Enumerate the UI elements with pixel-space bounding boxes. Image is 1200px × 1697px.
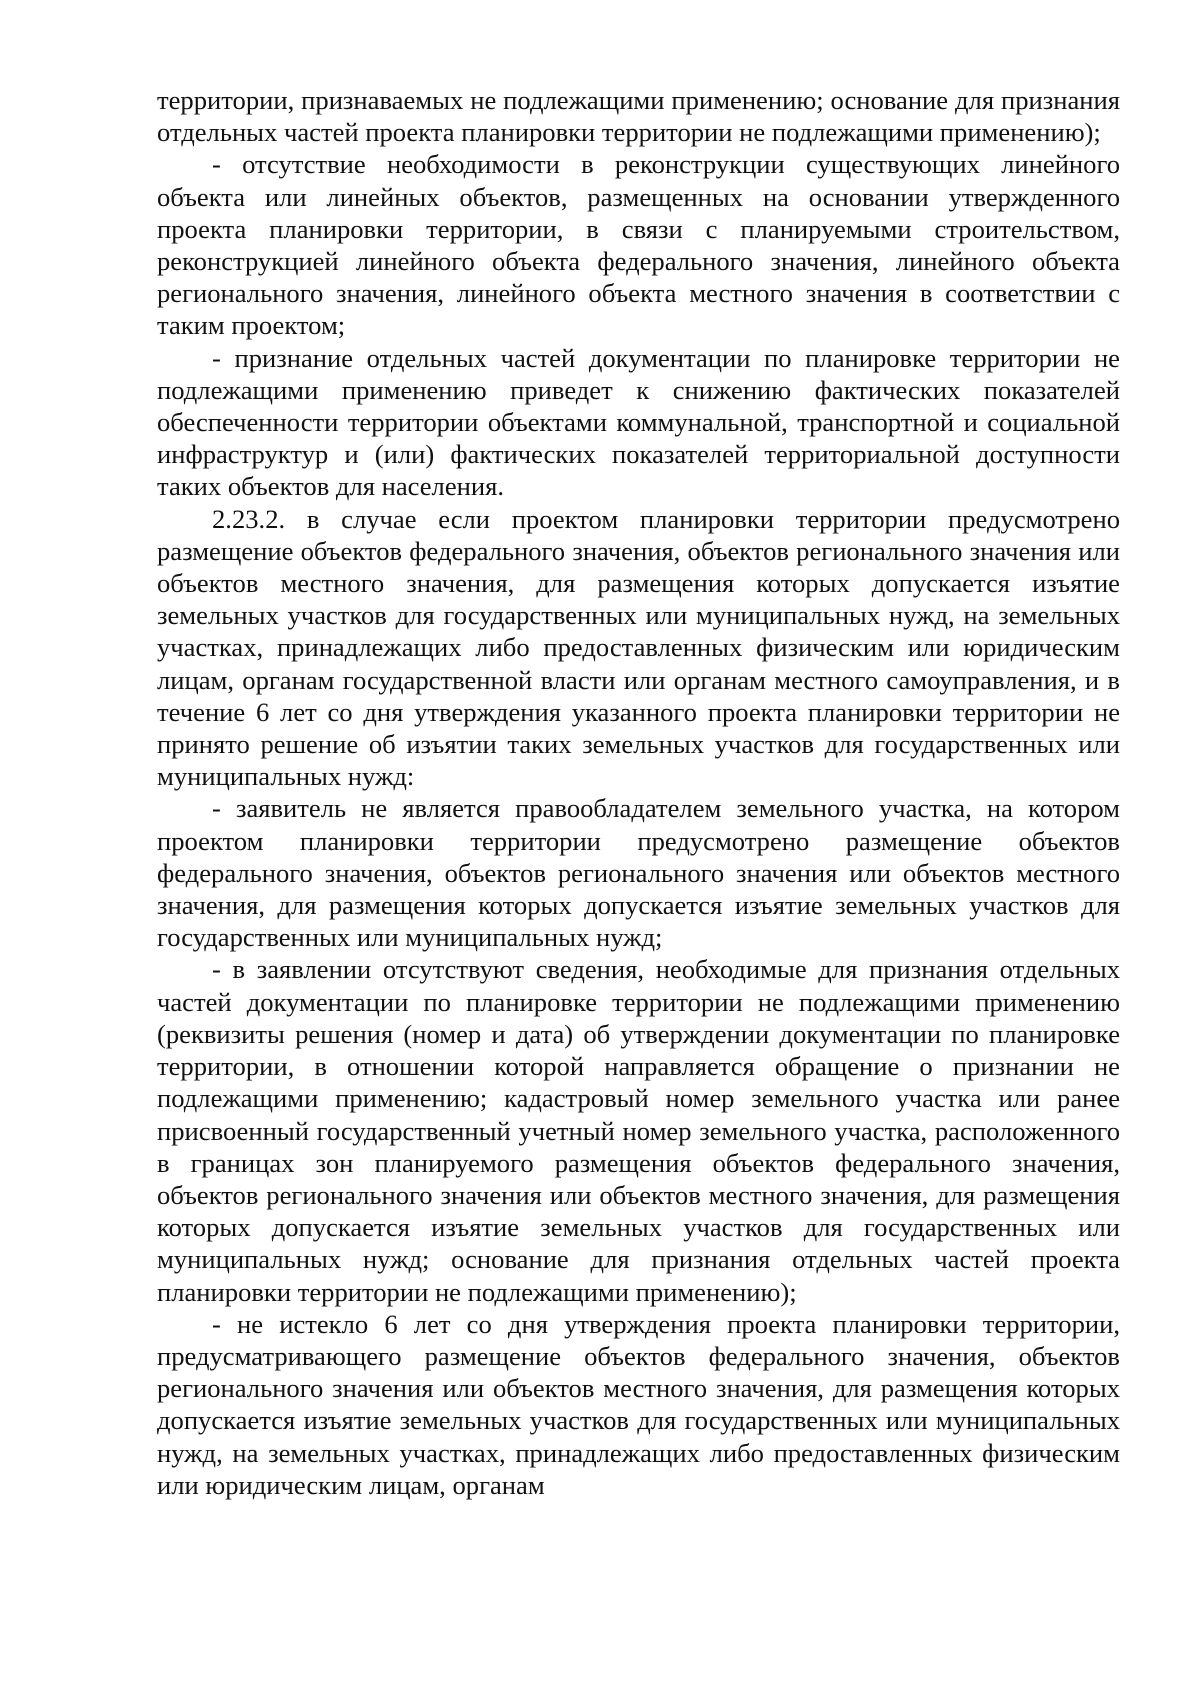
paragraph-no-reconstruction-need: - отсутствие необходимости в реконструкции существующих линейного объекта или линейных объектов, размещенных на основании утвержденного проекта планировки территории, в связи с планируемыми строительством, реконструкцией линейного объекта федерального значения, линейного объекта регионального значения, линейного объекта местного значения в соответствии с таким проектом; xyxy=(157,149,1120,341)
document-body xyxy=(157,84,1120,1501)
paragraph-six-years-not-expired: - не истекло 6 лет со дня утверждения проекта планировки территории, предусматривающего размещение объектов федерального значения, объектов регионального значения или объектов местного значения, для размещения которых допускается изъятие земельных участков для государственных или муниципальных нужд, на земельных участках, принадлежащих либо предоставленных физическим или юридическим лицам, органам xyxy=(157,1308,1120,1500)
paragraph-clause-2-23-2: 2.23.2. в случае если проектом планировки территории предусмотрено размещение объектов федерального значения, объектов регионального значения или объектов местного значения, для размещения которых допускается изъятие земельных участков для государственных или муниципальных нужд, на земельных участках, принадлежащих либо предоставленных физическим или юридическим лицам, органам государственной власти или органам местного самоуправления, и в течение 6 лет со дня утверждения указанного проекта планировки территории не принято решение об изъятии таких земельных участков для государственных или муниципальных нужд: xyxy=(157,503,1120,792)
paragraph-missing-information: - в заявлении отсутствуют сведения, необходимые для признания отдельных частей документации по планировке территории не подлежащими применению (реквизиты решения (номер и дата) об утверждении документации по планировке территории, в отношении которой направляется обращение о признании не подлежащими применению; кадастровый номер земельного участка или ранее присвоенный государственный учетный номер земельного участка, расположенного в границах зон планируемого размещения объектов федерального значения, объектов регионального значения или объектов местного значения, для размещения которых допускается изъятие земельных участков для государственных или муниципальных нужд; основание для признания отдельных частей проекта планировки территории не подлежащими применению); xyxy=(157,954,1120,1307)
paragraph-applicant-not-owner: - заявитель не является правообладателем земельного участка, на котором проектом планировки территории предусмотрено размещение объектов федерального значения, объектов регионального значения или объектов местного значения, для размещения которых допускается изъятие земельных участков для государственных или муниципальных нужд; xyxy=(157,793,1120,953)
paragraph-continuation: территории, признаваемых не подлежащими применению; основание для признания отдельных частей проекта планировки территории не подлежащими применению); xyxy=(157,85,1120,148)
paragraph-infrastructure-reduction: - признание отдельных частей документации по планировке территории не подлежащими применению приведет к снижению фактических показателей обеспеченности территории объектами коммунальной, транспортной и социальной инфраструктур и (или) фактических показателей территориальной доступности таких объектов для населения. xyxy=(157,342,1120,502)
